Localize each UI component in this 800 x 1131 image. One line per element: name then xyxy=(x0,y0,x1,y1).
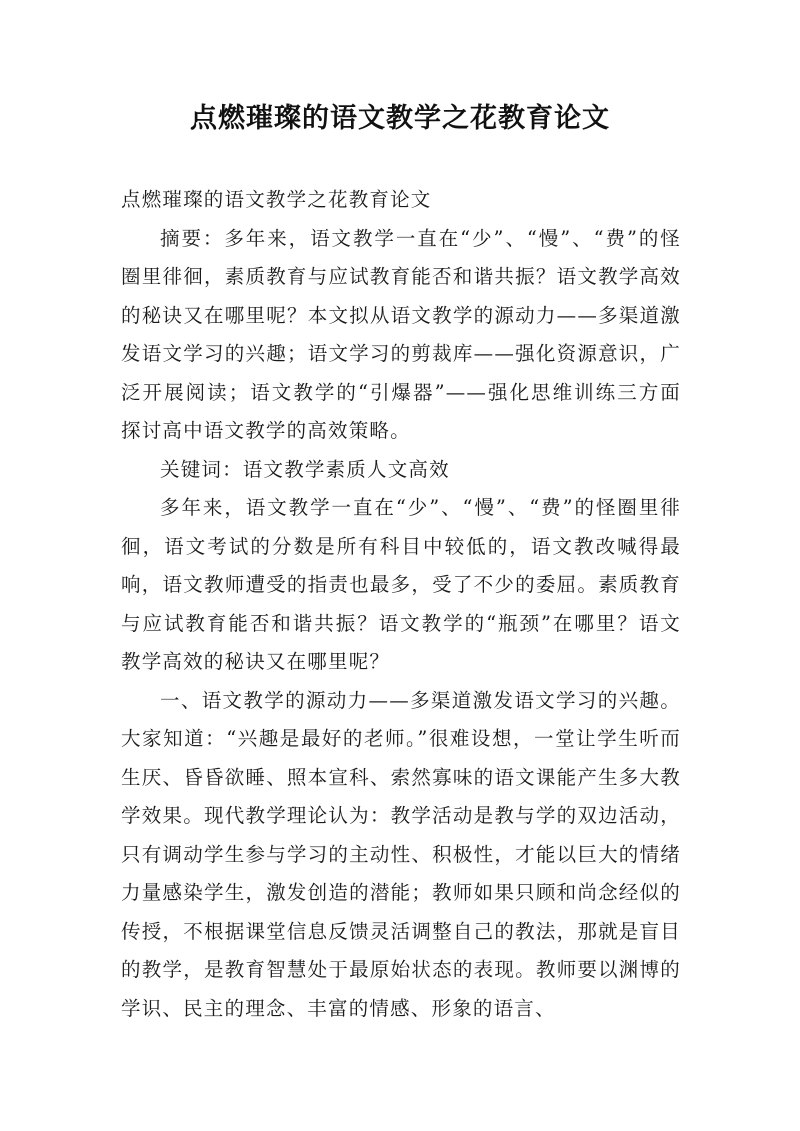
paragraph-section-one: 一、语文教学的源动力——多渠道激发语文学习的兴趣。大家知道：“兴趣是最好的老师。”很难设想，一堂让学生听而生厌、昏昏欲睡、照本宣科、索然寡味的语文课能产生多大教学效果。现代教学理论认为：教学活动是教与学的双边活动，只有调动学生参与学习的主动性、积极性，才能以巨大的情绪力量感染学生，激发创造的潜能；教师如果只顾和尚念经似的传授，不根据课堂信息反馈灵活调整自己的教法，那就是盲目的教学，是教育智慧处于最原始状态的表现。教师要以渊博的学识、民主的理念、丰富的情感、形象的语言、 xyxy=(121,688,681,1020)
paragraph-abstract: 摘要：多年来，语文教学一直在“少”、“慢”、“费”的怪圈里徘徊，素质教育与应试教育能否和谐共振？语文教学高效的秘诀又在哪里呢？本文拟从语文教学的源动力——多渠道激发语文学习的兴趣；语文学习的剪裁库——强化资源意识，广泛开展阅读；语文教学的“引爆器”——强化思维训练三方面探讨高中语文教学的高效策略。 xyxy=(121,226,681,442)
paragraph-heading: 点燃璀璨的语文教学之花教育论文 xyxy=(121,188,432,211)
document-title: 点燃璀璨的语文教学之花教育论文 xyxy=(190,103,610,134)
document-body xyxy=(121,181,681,1028)
paragraph-keywords: 关键词：语文教学素质人文高效 xyxy=(160,457,450,481)
paragraph-intro: 多年来，语文教学一直在“少”、“慢”、“费”的怪圈里徘徊，语文考试的分数是所有科目中较低的，语文教改喊得最响，语文教师遭受的指责也最多，受了不少的委屈。素质教育与应试教育能否和谐共振？语文教学的“瓶颈”在哪里？语文教学高效的秘诀又在哪里呢？ xyxy=(121,496,681,673)
